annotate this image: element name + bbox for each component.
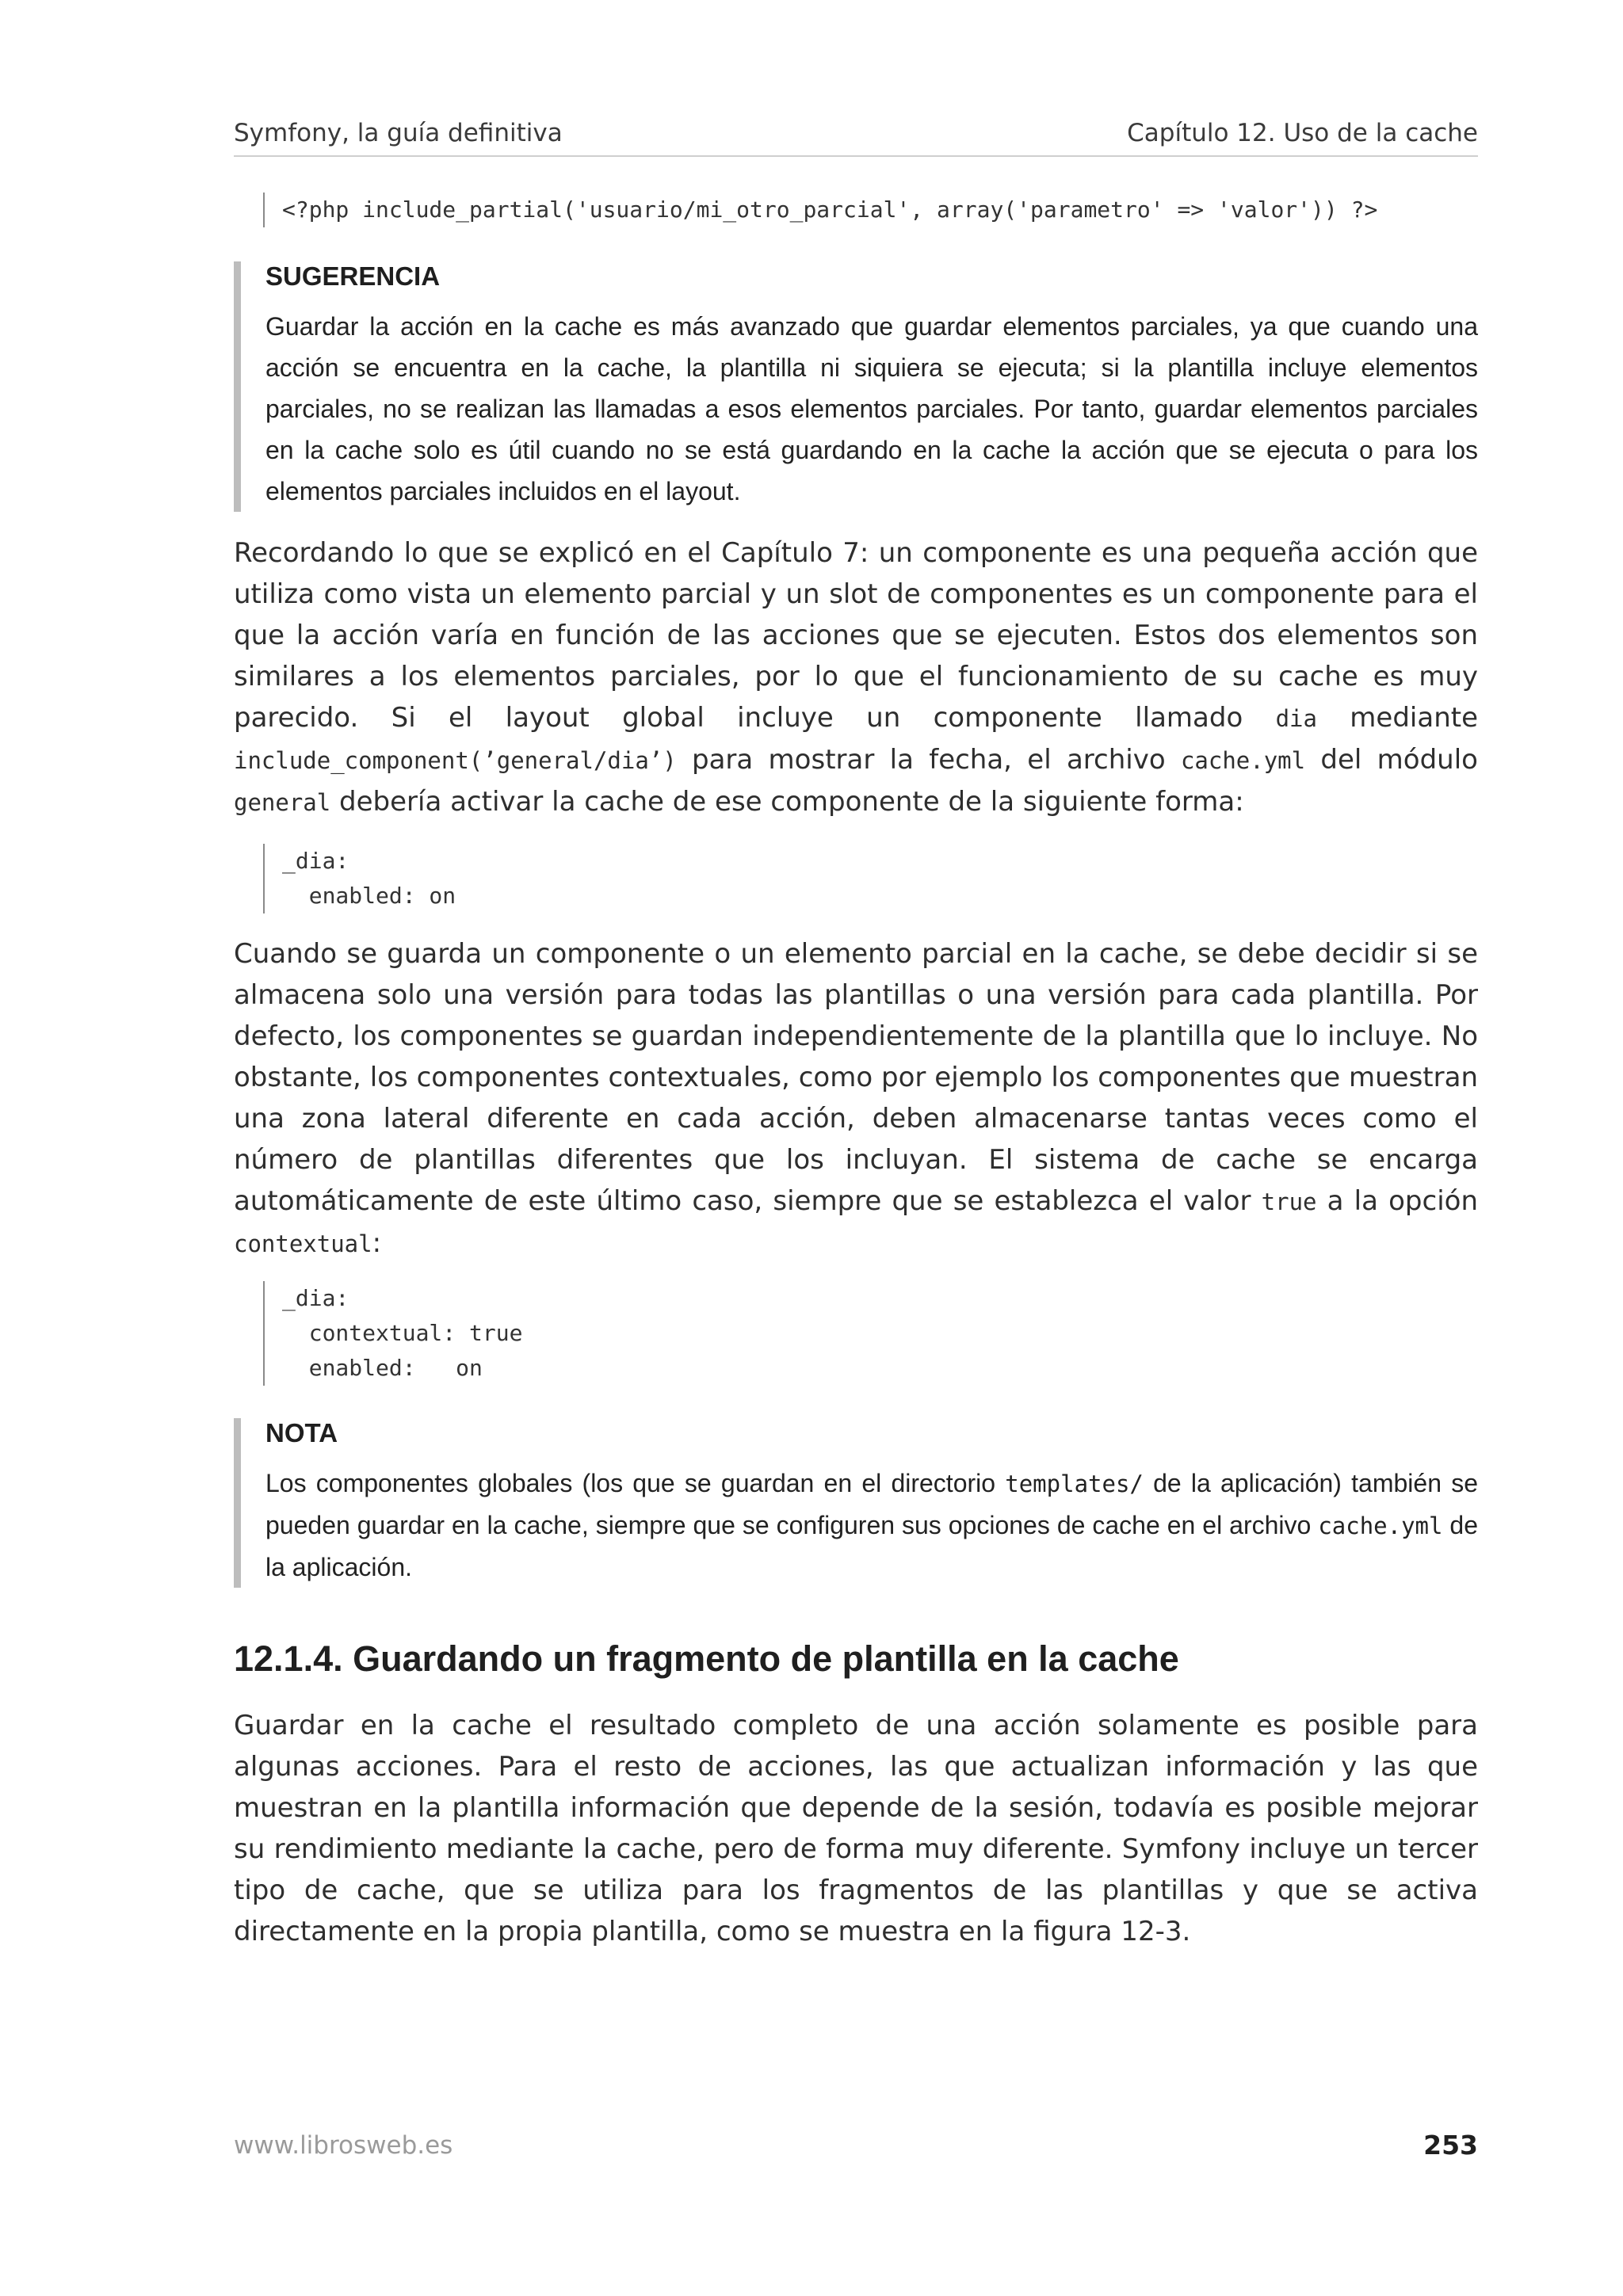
code-line: enabled: on xyxy=(282,883,456,909)
text-run: Cuando se guarda un componente o un elemento parcial en la cache, se debe decidir si se almacena solo una versión para todas las plantillas o una versión para cada plantilla. Por defecto, los componentes se guardan independientemente de la plantilla que lo incluye. No obstante, los componentes contextuales, como por ejemplo los componentes que muestran una zona lateral diferente en cada acción, deben almacenarse tantas veces como el número de plantillas diferentes que los incluyan. El sistema de cache se encarga automáticamente de este último caso, siempre que se establezca el valor xyxy=(234,938,1478,1217)
inline-code: cache.yml xyxy=(1180,747,1306,774)
inline-code: true xyxy=(1261,1188,1317,1215)
code-block-dia-contextual xyxy=(263,1281,522,1386)
paragraph-fragments: Guardar en la cache el resultado completo de una acción solamente es posible para algunas acciones. Para el resto de acciones, las que actualizan información y las que muestran en la plantilla información que depende de la sesión, todavía es posible mejorar su rendimiento mediante la cache, pero de forma muy diferente. Symfony incluye un tercer tipo de cache, que se utiliza para los fragmentos de las plantillas y que se activa directamente en la propia plantilla, como se muestra en la figura 12-3. xyxy=(234,1710,1478,1947)
text-run: de la aplicación) también se pueden guardar en la cache, siempre que se configuren sus opciones de cache en el archivo xyxy=(265,1469,1479,1539)
text-run: : xyxy=(372,1227,382,1259)
section-heading: 12.1.4. Guardando un fragmento de plantilla en la cache xyxy=(234,1638,1179,1679)
code-line: contextual: true xyxy=(282,1320,523,1346)
text-run: de la aplicación. xyxy=(265,1511,1479,1581)
inline-code: contextual xyxy=(234,1230,372,1257)
text-run: a la opción xyxy=(1316,1185,1478,1217)
text-run: del módulo xyxy=(1305,744,1478,776)
tip-title: SUGERENCIA xyxy=(265,261,441,291)
footer-site-link[interactable]: www.librosweb.es xyxy=(234,2131,453,2160)
inline-code: templates/ xyxy=(1005,1470,1144,1497)
code-line: enabled: on xyxy=(282,1355,483,1381)
book-title: Symfony, la guía definitiva xyxy=(234,119,563,147)
text-run: Recordando lo que se explicó en el Capítulo 7: un componente es una pequeña acción que utiliza como vista un elemento parcial y un slot de componentes es un componente para el que la acción varía en función de las acciones que se ejecuten. Estos dos elementos son similares a los elementos parciales, por lo que el funcionamiento de su cache es muy parecido. Si el layout global incluye un componente llamado xyxy=(234,537,1478,734)
note-title: NOTA xyxy=(265,1418,338,1447)
note-callout xyxy=(234,1418,1478,1588)
code-line: _dia: xyxy=(282,1285,349,1311)
note-body xyxy=(265,1463,1478,1588)
code-line: <?php include_partial('usuario/mi_otro_parcial', array('parametro' => 'valor')) ?> xyxy=(282,196,1378,223)
text-run: debería activar la cache de ese componente de la siguiente forma: xyxy=(330,786,1244,818)
page-number: 253 xyxy=(1423,2130,1478,2161)
inline-code: general xyxy=(234,789,331,816)
text-run: Los componentes globales (los que se guardan en el directorio xyxy=(265,1469,1006,1497)
inline-code: include_component(’general/dia’) xyxy=(234,747,677,774)
tip-callout xyxy=(234,261,1478,512)
text-run: mediante xyxy=(1316,702,1478,734)
paragraph-contextual xyxy=(234,933,1478,1264)
text-run: para mostrar la fecha, el archivo xyxy=(676,744,1181,776)
inline-code: cache.yml xyxy=(1318,1512,1443,1539)
code-block-dia-enabled xyxy=(263,844,456,913)
chapter-title: Capítulo 12. Uso de la cache xyxy=(1127,119,1478,147)
code-line: _dia: xyxy=(282,848,349,874)
code-block-include-partial xyxy=(263,193,1377,227)
tip-body: Guardar la acción en la cache es más avanzado que guardar elementos parciales, ya que cuando una acción se encuentra en la cache, la plantilla ni siquiera se ejecuta; si la plantilla incluye elementos parciales, no se realizan las llamadas a esos elementos parciales. Por tanto, guardar elementos parciales en la cache solo es útil cuando no se está guardando en la cache la acción que se ejecuta o para los elementos parciales incluidos en el layout. xyxy=(265,312,1478,505)
paragraph-components xyxy=(234,532,1478,823)
running-header xyxy=(234,119,1478,157)
inline-code: dia xyxy=(1275,705,1317,732)
